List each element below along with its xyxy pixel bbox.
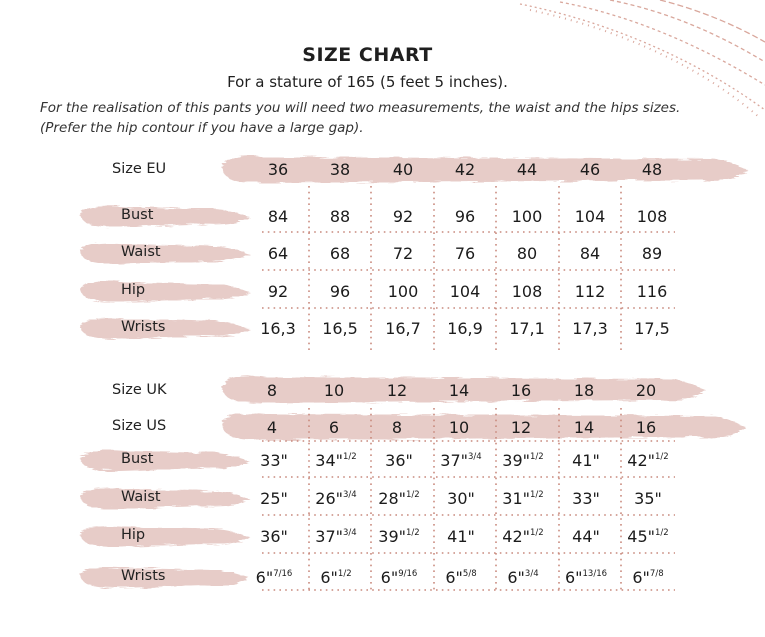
imperial-cell: [306, 568, 366, 587]
metric-cell-value: 16,9: [447, 319, 483, 338]
size-us-16-value: 16: [635, 418, 657, 437]
metric-cell: [622, 207, 682, 226]
row-label-bust: Bust: [121, 207, 154, 223]
measurement-note: For the realisation of this pants you will need two measurements, the waist and the hips sizes.: [40, 100, 681, 116]
imperial-cell: [306, 527, 366, 546]
imperial-cell-fraction: 1/2: [530, 490, 544, 500]
metric-cell-value: 68: [329, 244, 351, 263]
metric-cell-value: 16,3: [260, 319, 296, 338]
metric-cell: [560, 207, 620, 226]
metric-cell: [497, 207, 557, 226]
metric-cell: [248, 319, 308, 338]
imperial-row-brush-hip: [80, 526, 250, 547]
imperial-cell-value: 34": [315, 451, 344, 470]
imperial-cell-value: 6": [380, 568, 399, 587]
metric-cell: [373, 282, 433, 301]
size-us-12: [491, 418, 551, 437]
imperial-cell: [369, 568, 429, 587]
metric-cell-value: 17,5: [634, 319, 670, 338]
imperial-cell: [431, 489, 491, 508]
imperial-cell-fraction: 9/16: [398, 569, 418, 579]
size-eu-40: [373, 160, 433, 179]
metric-cell-value: 100: [511, 207, 543, 226]
metric-cell: [373, 244, 433, 263]
metric-cell: [310, 319, 370, 338]
size-us-8-value: 8: [391, 418, 403, 437]
size-us-14-value: 14: [573, 418, 595, 437]
imperial-cell-fraction: 3/4: [343, 490, 357, 500]
imperial-row-label-hip: Hip: [121, 527, 146, 543]
imperial-cell-value: 42": [627, 451, 656, 470]
metric-cell-value: 72: [392, 244, 414, 263]
imperial-cell-fraction: 3/4: [524, 569, 539, 579]
imperial-row-brush-waist: [80, 488, 250, 509]
imperial-cell: [618, 568, 678, 587]
metric-cell-value: 100: [387, 282, 419, 301]
size-eu-36: [248, 160, 308, 179]
imperial-cell-value: 39": [378, 527, 407, 546]
metric-cell-value: 84: [267, 207, 289, 226]
imperial-cell: [493, 489, 553, 508]
metric-cell-value: 80: [516, 244, 538, 263]
imperial-cell: [244, 568, 304, 587]
metric-cell-value: 76: [454, 244, 476, 263]
imperial-cell-fraction: 13/16: [582, 569, 608, 579]
size-eu-42: [435, 160, 495, 179]
imperial-cell-fraction: 1/2: [530, 528, 544, 538]
imperial-cell: [556, 489, 616, 508]
size-uk-16-value: 16: [510, 381, 532, 400]
imperial-cell: [556, 527, 616, 546]
metric-cell-value: 17,1: [509, 319, 545, 338]
metric-cell-value: 89: [641, 244, 663, 263]
imperial-cell: [618, 489, 678, 508]
imperial-cell-value: 25": [260, 489, 288, 508]
imperial-cell-value: 6": [320, 568, 338, 587]
imperial-cell-fraction: 1/2: [406, 490, 420, 500]
size-us-6-value: 6: [328, 418, 340, 437]
row-brush-waist: [80, 243, 250, 264]
metric-cell: [435, 319, 495, 338]
metric-cell-value: 84: [579, 244, 601, 263]
imperial-cell-value: 6": [632, 568, 650, 587]
imperial-cell-fraction: 1/2: [655, 528, 669, 538]
imperial-cell: [244, 451, 304, 470]
size-us-10: [429, 418, 489, 437]
imperial-row-label-waist: Waist: [121, 489, 161, 505]
metric-cell-value: 92: [267, 282, 289, 301]
measurement-note-hint: (Prefer the hip contour if you have a large gap).: [40, 120, 364, 136]
imperial-cell-value: 36": [260, 527, 288, 546]
imperial-cell-fraction: 1/2: [337, 569, 352, 579]
metric-cell-value: 88: [329, 207, 351, 226]
size-uk-20: [616, 381, 676, 400]
metric-cell: [622, 244, 682, 263]
imperial-cell: [306, 451, 366, 470]
metric-cell-value: 108: [511, 282, 543, 301]
imperial-cell-fraction: 7/16: [273, 569, 293, 579]
metric-cell: [560, 244, 620, 263]
imperial-cell: [493, 568, 553, 587]
imperial-cell-fraction: 7/8: [649, 569, 664, 579]
size-uk-14: [429, 381, 489, 400]
imperial-cell-fraction: 5/8: [462, 569, 477, 579]
size-us-4: [242, 418, 302, 437]
imperial-cell-value: 28": [378, 489, 407, 508]
stature-subtitle: For a stature of 165 (5 feet 5 inches).: [227, 73, 508, 91]
page-title: SIZE CHART: [302, 44, 433, 66]
size-us-4-value: 4: [266, 418, 278, 437]
metric-cell-value: 92: [392, 207, 414, 226]
imperial-cell-value: 42": [502, 527, 531, 546]
imperial-cell-value: 41": [447, 527, 475, 546]
imperial-cell: [244, 489, 304, 508]
size-eu-38-value: 38: [329, 160, 351, 179]
size-us-14: [554, 418, 614, 437]
metric-cell: [497, 319, 557, 338]
size-uk-10-value: 10: [323, 381, 345, 400]
imperial-cell-value: 45": [627, 527, 656, 546]
imperial-cell-value: 6": [507, 568, 525, 587]
size-eu-46-value: 46: [579, 160, 601, 179]
metric-cell: [248, 282, 308, 301]
imperial-cell: [556, 568, 616, 587]
metric-cell: [435, 207, 495, 226]
size-us-6: [304, 418, 364, 437]
size-us-12-value: 12: [510, 418, 532, 437]
size-eu-46: [560, 160, 620, 179]
imperial-cell: [431, 568, 491, 587]
metric-cell-value: 64: [267, 244, 289, 263]
metric-cell: [622, 319, 682, 338]
row-label-wrists: Wrists: [121, 319, 166, 335]
metric-cell: [435, 282, 495, 301]
size-us-10-value: 10: [448, 418, 470, 437]
imperial-cell: [244, 527, 304, 546]
metric-cell: [310, 207, 370, 226]
metric-cell: [248, 244, 308, 263]
imperial-cell: [618, 451, 678, 470]
imperial-cell: [493, 451, 553, 470]
imperial-cell-value: 37": [315, 527, 344, 546]
metric-cell: [622, 282, 682, 301]
imperial-cell: [431, 527, 491, 546]
metric-cell-value: 17,3: [572, 319, 608, 338]
row-brush-bust: [80, 206, 250, 227]
size-uk-label: Size UK: [112, 382, 167, 398]
imperial-cell-fraction: 1/2: [406, 528, 420, 538]
size-us-label: Size US: [112, 418, 167, 434]
imperial-cell-fraction: 3/4: [343, 528, 357, 538]
row-label-waist: Waist: [121, 244, 161, 260]
size-uk-20-value: 20: [635, 381, 657, 400]
size-uk-12-value: 12: [386, 381, 408, 400]
imperial-cell: [493, 527, 553, 546]
imperial-cell-fraction: 3/4: [468, 452, 482, 462]
size-uk-10: [304, 381, 364, 400]
imperial-cell-value: 37": [440, 451, 469, 470]
size-uk-14-value: 14: [448, 381, 470, 400]
imperial-cell-value: 39": [502, 451, 531, 470]
size-eu-48: [622, 160, 682, 179]
imperial-cell-fraction: 1/2: [655, 452, 669, 462]
metric-cell: [497, 244, 557, 263]
metric-cell: [560, 319, 620, 338]
imperial-cell-value: 33": [572, 489, 600, 508]
size-uk-16: [491, 381, 551, 400]
size-uk-8-value: 8: [266, 381, 278, 400]
metric-cell-value: 116: [636, 282, 668, 301]
size-eu-44-value: 44: [516, 160, 538, 179]
size-eu-42-value: 42: [454, 160, 476, 179]
imperial-cell-fraction: 1/2: [530, 452, 544, 462]
imperial-cell: [431, 451, 491, 470]
imperial-cell: [618, 527, 678, 546]
metric-cell: [248, 207, 308, 226]
size-us-8: [367, 418, 427, 437]
imperial-cell-fraction: 1/2: [343, 452, 357, 462]
size-eu-44: [497, 160, 557, 179]
metric-cell-value: 96: [329, 282, 351, 301]
size-uk-18: [554, 381, 614, 400]
imperial-cell-value: 6": [255, 568, 274, 587]
metric-cell-value: 108: [636, 207, 668, 226]
imperial-cell-value: 35": [634, 489, 662, 508]
imperial-cell-value: 33": [260, 451, 288, 470]
size-eu-36-value: 36: [267, 160, 289, 179]
imperial-row-brush-bust: [80, 450, 250, 471]
size-eu-40-value: 40: [392, 160, 414, 179]
size-uk-18-value: 18: [573, 381, 595, 400]
metric-cell-value: 104: [449, 282, 481, 301]
metric-cell-value: 104: [574, 207, 606, 226]
row-brush-hip: [80, 281, 250, 302]
metric-cell: [435, 244, 495, 263]
metric-cell-value: 112: [574, 282, 606, 301]
metric-cell: [373, 207, 433, 226]
metric-cell-value: 16,5: [322, 319, 358, 338]
imperial-cell: [369, 527, 429, 546]
imperial-cell-value: 36": [385, 451, 413, 470]
imperial-cell-value: 6": [445, 568, 463, 587]
metric-cell-value: 96: [454, 207, 476, 226]
imperial-cell-value: 30": [447, 489, 475, 508]
imperial-cell-value: 44": [572, 527, 600, 546]
imperial-cell: [369, 489, 429, 508]
size-eu-label: Size EU: [112, 161, 167, 177]
size-us-16: [616, 418, 676, 437]
imperial-cell-value: 31": [502, 489, 531, 508]
metric-cell: [310, 282, 370, 301]
imperial-cell-value: 6": [564, 568, 583, 587]
metric-cell: [373, 319, 433, 338]
row-label-hip: Hip: [121, 282, 146, 298]
imperial-cell: [306, 489, 366, 508]
imperial-cell: [369, 451, 429, 470]
metric-cell-value: 16,7: [385, 319, 421, 338]
imperial-row-label-wrists: Wrists: [121, 568, 166, 584]
imperial-cell: [556, 451, 616, 470]
metric-cell: [560, 282, 620, 301]
size-uk-12: [367, 381, 427, 400]
imperial-cell-value: 26": [315, 489, 344, 508]
size-eu-48-value: 48: [641, 160, 663, 179]
imperial-row-label-bust: Bust: [121, 451, 154, 467]
size-uk-8: [242, 381, 302, 400]
metric-cell: [310, 244, 370, 263]
metric-cell: [497, 282, 557, 301]
imperial-cell-value: 41": [572, 451, 600, 470]
size-eu-38: [310, 160, 370, 179]
